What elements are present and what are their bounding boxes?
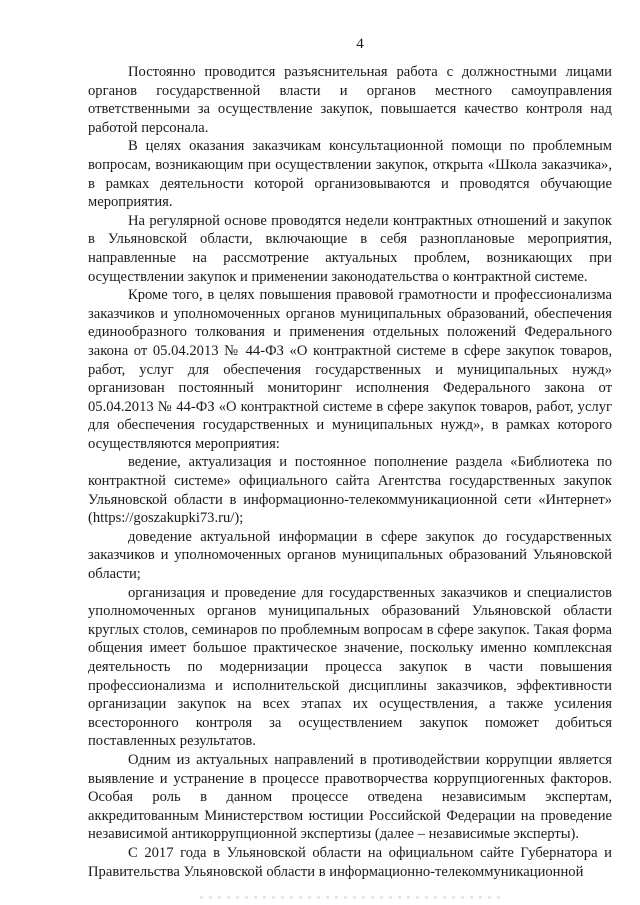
paragraph-9: С 2017 года в Ульяновской области на официальном сайте Губернатора и Правительства Ульяновской области в информационно-телекоммуникационной xyxy=(88,844,612,880)
paragraph-7: организация и проведение для государственных заказчиков и специалистов уполномоченных органов муниципальных образований Ульяновской области круглых столов, семинаров по проблемным вопросам в сфере закупок. Такая форма общения имеет большое практическое значение, поскольку именно комплексная деятельность по модернизации процесса закупок в части повышения профессионализма и исполнительской дисциплины заказчиков, эффективности организации закупок на всех этапах их осуществления, а также усиления всесторонного контроля за осуществлением закупок поможет добиться поставленных результатов. xyxy=(88,584,612,750)
paragraph-2: В целях оказания заказчикам консультационной помощи по проблемным вопросам, возникающим при осуществлении закупок, открыта «Школа заказчика», в рамках деятельности которой организовываются и проводятся обучающие мероприятия. xyxy=(88,138,612,211)
paragraph-1: Постоянно проводится разъяснительная работа с должностными лицами органов государственной власти и органов местного самоуправления ответственными за осуществление закупок, повышается качество контроля над работой персонала. xyxy=(88,64,612,136)
paragraph-5: ведение, актуализация и постоянное пополнение раздела «Библиотека по контрактной системе» официального сайта Агентства государственных закупок Ульяновской области в информационно-телекоммуникационной сети «Интернет» (https://goszakupki73.ru/); xyxy=(88,454,612,527)
paragraph-4: Кроме того, в целях повышения правовой грамотности и профессионализма заказчиков и уполномоченных органов муниципальных образований, обеспечения единообразного толкования и применения отдельных положений Федерального закона от 05.04.2013 № 44-ФЗ «О контрактной системе в сфере закупок товаров, работ, услуг для обеспечения государственных и муниципальных нужд» организован постоянный мониторинг исполнения Федерального закона от 05.04.2013 № 44-ФЗ «О контрактной системе в сфере закупок товаров, работ, услуг для обеспечения государственных и муниципальных нужд», в рамках которого осуществляются мероприятия: xyxy=(88,287,612,452)
paragraph-3: На регулярной основе проводятся недели контрактных отношений и закупок в Ульяновской области, включающие в себя разноплановые мероприятия, направленные на рассмотрение актуальных проблем, возникающих при осуществлении закупок и применении законодательства о контрактной системе. xyxy=(88,212,612,285)
page-number: 4 xyxy=(356,36,364,52)
scan-artifact-marks xyxy=(200,896,500,899)
paragraph-6: доведение актуальной информации в сфере закупок до государственных заказчиков и уполномоченных органов муниципальных образований Ульяновской области; xyxy=(88,528,612,583)
paragraph-8: Одним из актуальных направлений в противодействии коррупции является выявление и устранение в процессе правотворчества коррупциогенных факторов. Особая роль в данном процессе отведена независимым экспертам, аккредитованным Министерством юстиции Российской Федерации на проведение независимой антикоррупционной экспертизы (далее – независимые эксперты). xyxy=(88,751,612,843)
